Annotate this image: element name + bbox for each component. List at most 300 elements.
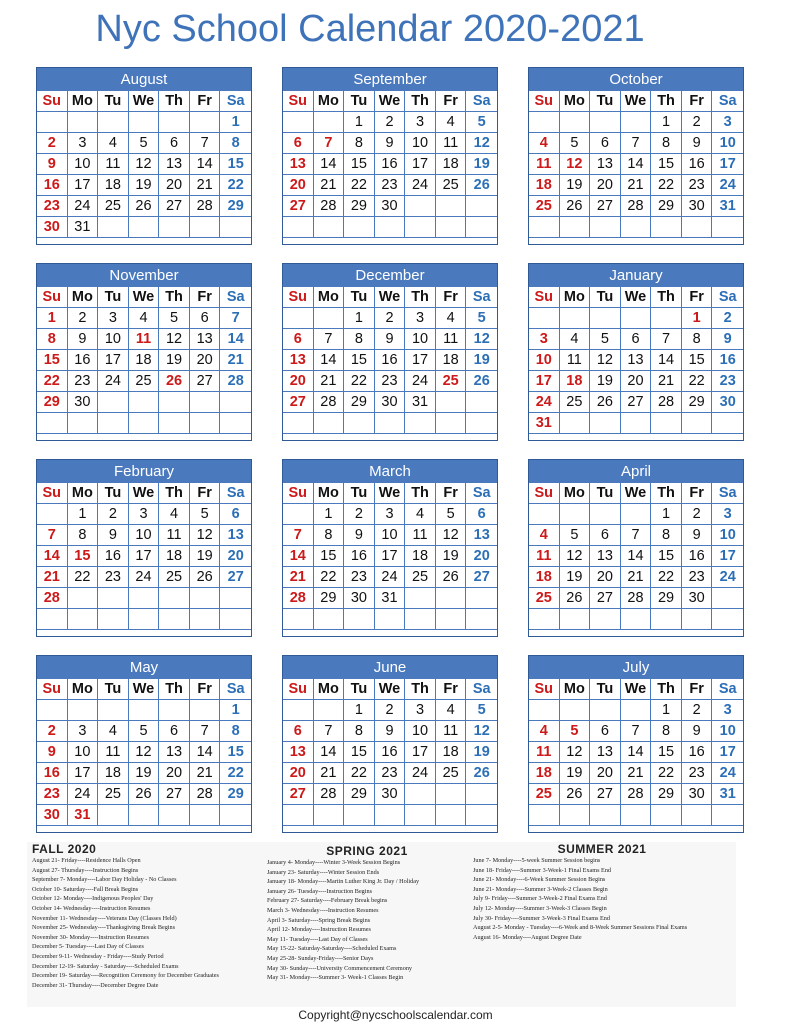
day-cell: 5 [159,308,190,329]
weekday-header: Su [37,91,68,112]
day-cell: 30 [682,196,713,217]
month-header: April [529,460,743,483]
day-cell: 8 [220,721,251,742]
empty-cell [621,805,652,826]
empty-cell [436,588,467,609]
empty-cell [560,504,591,525]
note-item: May 15-22- Saturday-Saturday----Scheduled Exams [267,945,397,953]
day-cell: 21 [314,763,345,784]
note-item: November 25- Wednesday----Thanksgiving Break Begins [32,924,176,932]
weekday-header: Su [283,287,314,308]
empty-cell [529,504,560,525]
day-cell: 29 [682,392,713,413]
weekday-header: Th [159,679,190,700]
day-cell: 11 [436,329,467,350]
day-cell: 22 [68,567,99,588]
weekday-header: Su [37,679,68,700]
day-cell: 22 [651,175,682,196]
day-cell: 12 [560,546,591,567]
day-cell: 18 [129,350,160,371]
day-cell: 13 [159,742,190,763]
note-item: January 26- Tuesday----Instruction Begins [267,887,372,895]
day-cell: 10 [712,721,743,742]
day-cell: 25 [436,763,467,784]
empty-cell [560,700,591,721]
day-cell: 2 [98,504,129,525]
empty-cell [159,413,190,434]
day-cell: 5 [466,112,497,133]
day-cell: 22 [682,371,713,392]
day-cell: 23 [375,175,406,196]
day-cell: 23 [682,763,713,784]
day-cell: 24 [712,175,743,196]
empty-cell [529,217,560,238]
day-cell: 25 [436,371,467,392]
empty-cell [314,112,345,133]
weekday-header: We [129,483,160,504]
day-cell: 12 [159,329,190,350]
empty-cell [283,112,314,133]
day-cell: 10 [68,742,99,763]
note-item: May 30- Sunday----University Commencement Ceremony [267,964,413,972]
day-cell: 16 [98,546,129,567]
day-cell: 2 [375,112,406,133]
note-item: July 9- Friday----Summer 3-Week-2 Final Exams End [473,895,607,903]
month-header: July [529,656,743,679]
day-cell: 23 [375,763,406,784]
day-cell: 19 [466,350,497,371]
note-item: June 21- Monday----6-Week Summer Session Begins [473,876,606,884]
day-cell: 28 [190,784,221,805]
day-cell: 25 [98,196,129,217]
spring-heading: SPRING 2021 [326,844,408,858]
day-cell: 20 [159,175,190,196]
day-cell: 30 [37,217,68,238]
weekday-header: Mo [68,91,99,112]
month-grid [529,483,743,630]
day-cell: 10 [712,133,743,154]
note-item: July 30- Friday----Summer 3-Week-3 Final Exams End [473,914,610,922]
day-cell: 8 [314,525,345,546]
empty-cell [529,609,560,630]
day-cell: 5 [560,721,591,742]
empty-cell [590,609,621,630]
empty-cell [314,308,345,329]
day-cell: 5 [436,504,467,525]
note-item: December 31- Thursday----December Degree Date [32,981,159,989]
day-cell: 12 [560,154,591,175]
day-cell: 23 [37,784,68,805]
month-header: June [283,656,497,679]
day-cell: 26 [560,196,591,217]
day-cell: 28 [651,392,682,413]
weekday-header: Mo [560,483,591,504]
day-cell: 8 [37,329,68,350]
day-cell: 16 [712,350,743,371]
weekday-header: Th [405,679,436,700]
day-cell: 27 [190,371,221,392]
day-cell: 22 [220,175,251,196]
weekday-header: Tu [98,679,129,700]
month-header: May [37,656,251,679]
month-april [528,459,744,637]
month-grid [529,679,743,826]
day-cell: 21 [314,371,345,392]
weekday-header: Fr [682,483,713,504]
empty-cell [621,308,652,329]
day-cell: 24 [712,567,743,588]
month-october [528,67,744,245]
day-cell: 7 [651,329,682,350]
day-cell: 7 [37,525,68,546]
day-cell: 7 [190,721,221,742]
empty-cell [466,392,497,413]
day-cell: 15 [651,546,682,567]
day-cell: 9 [98,525,129,546]
note-item: May 31- Monday----Summer 3- Week-1 Classes Begin [267,974,404,982]
empty-cell [712,413,743,434]
day-cell: 16 [344,546,375,567]
weekday-header: Tu [344,679,375,700]
month-grid [37,483,251,630]
day-cell: 4 [405,504,436,525]
day-cell: 24 [68,784,99,805]
day-cell: 25 [159,567,190,588]
empty-cell [466,413,497,434]
day-cell: 21 [621,567,652,588]
day-cell: 6 [590,133,621,154]
day-cell: 28 [37,588,68,609]
day-cell: 12 [466,133,497,154]
empty-cell [129,217,160,238]
note-item: June 21- Monday----Summer 3-Week-2 Classes Begin [473,885,608,893]
empty-cell [436,609,467,630]
month-july [528,655,744,833]
day-cell: 17 [712,546,743,567]
empty-cell [98,112,129,133]
day-cell: 16 [37,763,68,784]
month-header: March [283,460,497,483]
day-cell: 19 [560,567,591,588]
note-item: December 12-19- Saturday - Saturday----Scheduled Exams [32,962,179,970]
day-cell: 9 [712,329,743,350]
empty-cell [98,588,129,609]
empty-cell [159,588,190,609]
day-cell: 11 [129,329,160,350]
empty-cell [220,217,251,238]
empty-cell [283,217,314,238]
day-cell: 14 [37,546,68,567]
day-cell: 30 [344,588,375,609]
empty-cell [129,588,160,609]
day-cell: 14 [190,742,221,763]
day-cell: 30 [375,784,406,805]
empty-cell [190,112,221,133]
spring-items [267,858,467,983]
weekday-header: Mo [68,287,99,308]
empty-cell [466,588,497,609]
note-item: April 3- Saturday----Spring Break Begins [267,916,371,924]
copyright: Copyright@nycschoolscalendar.com [298,1008,493,1022]
weekday-header: Sa [466,483,497,504]
empty-cell [712,609,743,630]
day-cell: 18 [405,546,436,567]
fall-notes [32,842,262,990]
day-cell: 13 [190,329,221,350]
weekday-header: We [375,287,406,308]
month-may [36,655,252,833]
empty-cell [466,805,497,826]
day-cell: 4 [436,112,467,133]
empty-cell [220,392,251,413]
day-cell: 17 [405,154,436,175]
day-cell: 14 [621,742,652,763]
empty-cell [283,805,314,826]
day-cell: 18 [159,546,190,567]
weekday-header: Fr [436,91,467,112]
empty-cell [37,504,68,525]
empty-cell [375,217,406,238]
day-cell: 22 [37,371,68,392]
weekday-header: Su [529,483,560,504]
day-cell: 6 [190,308,221,329]
month-header: February [37,460,251,483]
empty-cell [436,413,467,434]
day-cell: 25 [436,175,467,196]
day-cell: 16 [375,742,406,763]
day-cell: 15 [220,742,251,763]
day-cell: 5 [466,700,497,721]
empty-cell [682,609,713,630]
day-cell: 5 [129,133,160,154]
day-cell: 10 [129,525,160,546]
day-cell: 11 [436,721,467,742]
weekday-header: Sa [466,679,497,700]
weekday-header: Su [529,679,560,700]
day-cell: 20 [220,546,251,567]
page-title: Nyc School Calendar 2020-2021 [95,8,645,50]
empty-cell [344,217,375,238]
day-cell: 9 [682,133,713,154]
month-september [282,67,498,245]
day-cell: 10 [68,154,99,175]
day-cell: 4 [529,133,560,154]
spring-notes [267,842,467,983]
day-cell: 1 [651,700,682,721]
day-cell: 16 [375,350,406,371]
day-cell: 28 [621,588,652,609]
day-cell: 13 [283,154,314,175]
empty-cell [621,413,652,434]
day-cell: 11 [159,525,190,546]
day-cell: 23 [37,196,68,217]
day-cell: 14 [651,350,682,371]
day-cell: 7 [621,133,652,154]
empty-cell [37,700,68,721]
note-item: December 19- Saturday----Recognition Ceremony for December Graduates [32,972,219,980]
day-cell: 29 [651,588,682,609]
day-cell: 3 [405,700,436,721]
weekday-header: Th [651,287,682,308]
day-cell: 14 [314,350,345,371]
weekday-header: We [621,483,652,504]
day-cell: 2 [682,112,713,133]
day-cell: 3 [68,133,99,154]
day-cell: 6 [621,329,652,350]
day-cell: 6 [283,721,314,742]
day-cell: 17 [129,546,160,567]
day-cell: 15 [651,154,682,175]
day-cell: 27 [220,567,251,588]
day-cell: 22 [651,763,682,784]
day-cell: 25 [405,567,436,588]
weekday-header: Th [405,483,436,504]
empty-cell [560,609,591,630]
weekday-header: Tu [344,483,375,504]
day-cell: 17 [68,175,99,196]
weekday-header: Tu [590,91,621,112]
empty-cell [436,392,467,413]
day-cell: 10 [712,525,743,546]
day-cell: 3 [375,504,406,525]
empty-cell [159,112,190,133]
day-cell: 17 [405,742,436,763]
weekday-header: We [375,679,406,700]
empty-cell [405,217,436,238]
empty-cell [190,413,221,434]
month-june [282,655,498,833]
day-cell: 1 [682,308,713,329]
day-cell: 28 [283,588,314,609]
day-cell: 2 [682,504,713,525]
day-cell: 27 [590,588,621,609]
day-cell: 4 [529,525,560,546]
empty-cell [651,805,682,826]
day-cell: 19 [560,175,591,196]
note-item: January 18- Monday----Martin Luther King Jr. Day / Holiday [267,878,420,886]
day-cell: 2 [344,504,375,525]
day-cell: 21 [621,763,652,784]
day-cell: 10 [405,133,436,154]
note-item: August 16- Monday----August Degree Date [473,933,582,941]
day-cell: 23 [98,567,129,588]
day-cell: 23 [68,371,99,392]
empty-cell [129,413,160,434]
day-cell: 5 [466,308,497,329]
empty-cell [283,413,314,434]
day-cell: 11 [529,154,560,175]
day-cell: 19 [466,742,497,763]
day-cell: 10 [529,350,560,371]
weekday-header: Mo [560,91,591,112]
weekday-header: We [621,91,652,112]
weekday-header: We [129,287,160,308]
day-cell: 30 [37,805,68,826]
day-cell: 24 [405,763,436,784]
day-cell: 19 [190,546,221,567]
day-cell: 4 [98,721,129,742]
weekday-header: We [129,679,160,700]
day-cell: 26 [466,371,497,392]
day-cell: 4 [129,308,160,329]
empty-cell [190,609,221,630]
empty-cell [560,413,591,434]
day-cell: 21 [651,371,682,392]
day-cell: 9 [37,742,68,763]
weekday-header: Sa [220,679,251,700]
day-cell: 15 [344,350,375,371]
weekday-header: Sa [466,91,497,112]
day-cell: 20 [590,175,621,196]
empty-cell [436,217,467,238]
day-cell: 13 [590,154,621,175]
summer-items [473,856,731,942]
empty-cell [190,217,221,238]
month-header: September [283,68,497,91]
empty-cell [621,609,652,630]
empty-cell [68,112,99,133]
day-cell: 9 [682,721,713,742]
day-cell: 28 [621,196,652,217]
day-cell: 4 [436,700,467,721]
empty-cell [405,196,436,217]
note-item: January 4- Monday----Winter 3-Week Session Begins [267,859,401,866]
weekday-header: Fr [682,91,713,112]
day-cell: 16 [682,742,713,763]
day-cell: 31 [375,588,406,609]
note-item: August 27- Thursday----Instruction Begins [32,866,139,874]
day-cell: 1 [220,700,251,721]
day-cell: 27 [621,392,652,413]
day-cell: 30 [375,392,406,413]
summer-heading: SUMMER 2021 [557,842,647,856]
day-cell: 18 [98,763,129,784]
empty-cell [590,805,621,826]
weekday-header: We [375,483,406,504]
weekday-header: Th [651,679,682,700]
empty-cell [98,609,129,630]
day-cell: 17 [712,154,743,175]
day-cell: 9 [344,525,375,546]
empty-cell [682,805,713,826]
weekday-header: Tu [98,287,129,308]
day-cell: 1 [344,308,375,329]
weekday-header: We [621,287,652,308]
day-cell: 24 [68,196,99,217]
weekday-header: Mo [560,287,591,308]
day-cell: 12 [129,742,160,763]
weekday-header: Su [283,91,314,112]
day-cell: 24 [405,371,436,392]
empty-cell [466,609,497,630]
empty-cell [159,805,190,826]
empty-cell [529,700,560,721]
empty-cell [529,112,560,133]
weekday-header: Sa [220,483,251,504]
day-cell: 16 [682,546,713,567]
day-cell: 3 [712,504,743,525]
day-cell: 18 [98,175,129,196]
day-cell: 31 [68,805,99,826]
fall-items [32,856,262,990]
day-cell: 5 [590,329,621,350]
day-cell: 4 [529,721,560,742]
day-cell: 24 [529,392,560,413]
empty-cell [712,805,743,826]
day-cell: 24 [98,371,129,392]
weekday-header: We [375,91,406,112]
day-cell: 21 [190,763,221,784]
